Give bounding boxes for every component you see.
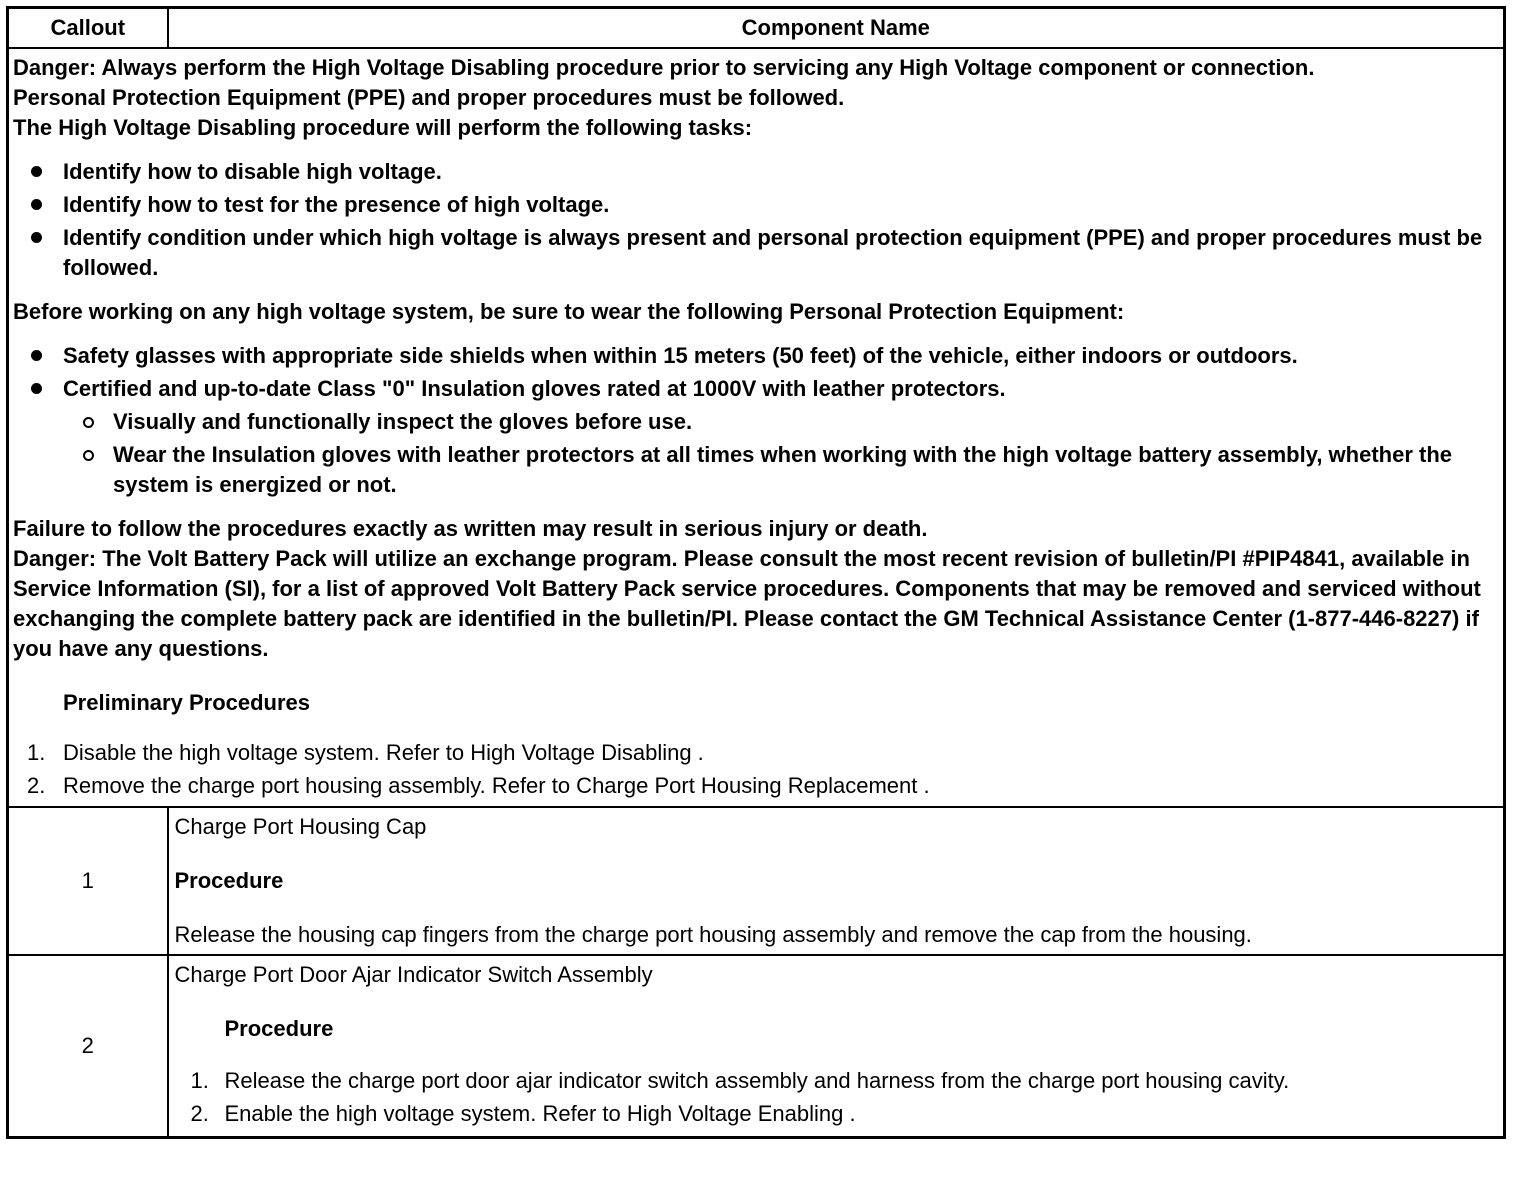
ppe-item-text: Safety glasses with appropriate side shields when within 15 meters (50 feet) of the vehicle, either indoors or outdoors. xyxy=(63,343,1298,368)
component-name: Charge Port Door Ajar Indicator Switch Assembly xyxy=(174,962,653,987)
ppe-intro: Before working on any high voltage system, be sure to wear the following Personal Protection Equipment: xyxy=(13,299,1125,324)
component-cell xyxy=(168,955,1505,1138)
ppe-notice: Personal Protection Equipment (PPE) and proper procedures must be followed. xyxy=(13,85,845,110)
preliminary-step xyxy=(13,738,1499,768)
step-number: 2. xyxy=(27,773,46,798)
callout-number: 2 xyxy=(8,955,168,1138)
procedure-text: Release the housing cap fingers from the charge port housing assembly and remove the cap from the housing. xyxy=(174,922,1252,947)
procedure-steps xyxy=(175,1066,1498,1129)
table-row xyxy=(8,807,1505,955)
header-component-name: Component Name xyxy=(168,8,1505,49)
step-text: Disable the high voltage system. Refer to High Voltage Disabling . xyxy=(63,740,704,765)
ppe-item xyxy=(13,341,1499,371)
task-item: Identify how to test for the presence of high voltage. xyxy=(13,190,1499,220)
task-item: Identify how to disable high voltage. xyxy=(13,157,1499,187)
component-name: Charge Port Housing Cap xyxy=(174,814,427,839)
ppe-item xyxy=(13,374,1499,500)
preliminary-heading: Preliminary Procedures xyxy=(63,690,311,715)
step-number: 1. xyxy=(27,740,46,765)
table-row xyxy=(8,955,1505,1138)
callout-number: 1 xyxy=(8,807,168,955)
task-list xyxy=(13,157,1499,283)
glove-subitem: Visually and functionally inspect the gloves before use. xyxy=(63,407,1499,437)
danger-exchange-notice: Danger: The Volt Battery Pack will utilize an exchange program. Please consult the most recent revision of bulletin/PI #PIP4841, available in Service Information (SI), for a list of approved Volt Battery Pack service procedures. Components that may be removed and serviced without exchanging the complete battery pack are identified in the bulletin/PI. Please contact the GM Technical Assistance Center (1-877-446-8227) if you have any questions. xyxy=(13,546,1481,661)
step-text: Enable the high voltage system. Refer to High Voltage Enabling . xyxy=(224,1101,856,1126)
intro-row xyxy=(8,48,1505,807)
procedure-heading: Procedure xyxy=(174,868,284,893)
ppe-item-text: Certified and up-to-date Class "0" Insulation gloves rated at 1000V with leather protectors. xyxy=(63,376,1006,401)
preliminary-step xyxy=(13,771,1499,801)
preliminary-steps xyxy=(13,738,1499,801)
header-callout: Callout xyxy=(8,8,168,49)
procedure-step xyxy=(175,1099,1498,1129)
step-text: Release the charge port door ajar indicator switch assembly and harness from the charge port housing cavity. xyxy=(224,1068,1290,1093)
tasks-intro: The High Voltage Disabling procedure will perform the following tasks: xyxy=(13,115,753,140)
step-number: 1. xyxy=(190,1068,209,1093)
table-header-row xyxy=(8,8,1505,49)
glove-subitem: Wear the Insulation gloves with leather protectors at all times when working with the high voltage battery assembly, whether the system is energized or not. xyxy=(63,440,1499,500)
task-item: Identify condition under which high voltage is always present and personal protection equipment (PPE) and proper procedures must be followed. xyxy=(13,223,1499,283)
failure-warning: Failure to follow the procedures exactly as written may result in serious injury or death. xyxy=(13,516,928,541)
procedure-heading: Procedure xyxy=(224,1016,334,1041)
step-text: Remove the charge port housing assembly. Refer to Charge Port Housing Replacement . xyxy=(63,773,930,798)
safety-notice xyxy=(8,48,1505,807)
procedure-table xyxy=(6,6,1506,1139)
ppe-list xyxy=(13,341,1499,500)
component-cell xyxy=(168,807,1505,955)
danger-disable-notice: Danger: Always perform the High Voltage Disabling procedure prior to servicing any High Voltage component or connection. xyxy=(13,55,1315,80)
glove-sublist xyxy=(63,407,1499,500)
step-number: 2. xyxy=(190,1101,209,1126)
procedure-step xyxy=(175,1066,1498,1096)
